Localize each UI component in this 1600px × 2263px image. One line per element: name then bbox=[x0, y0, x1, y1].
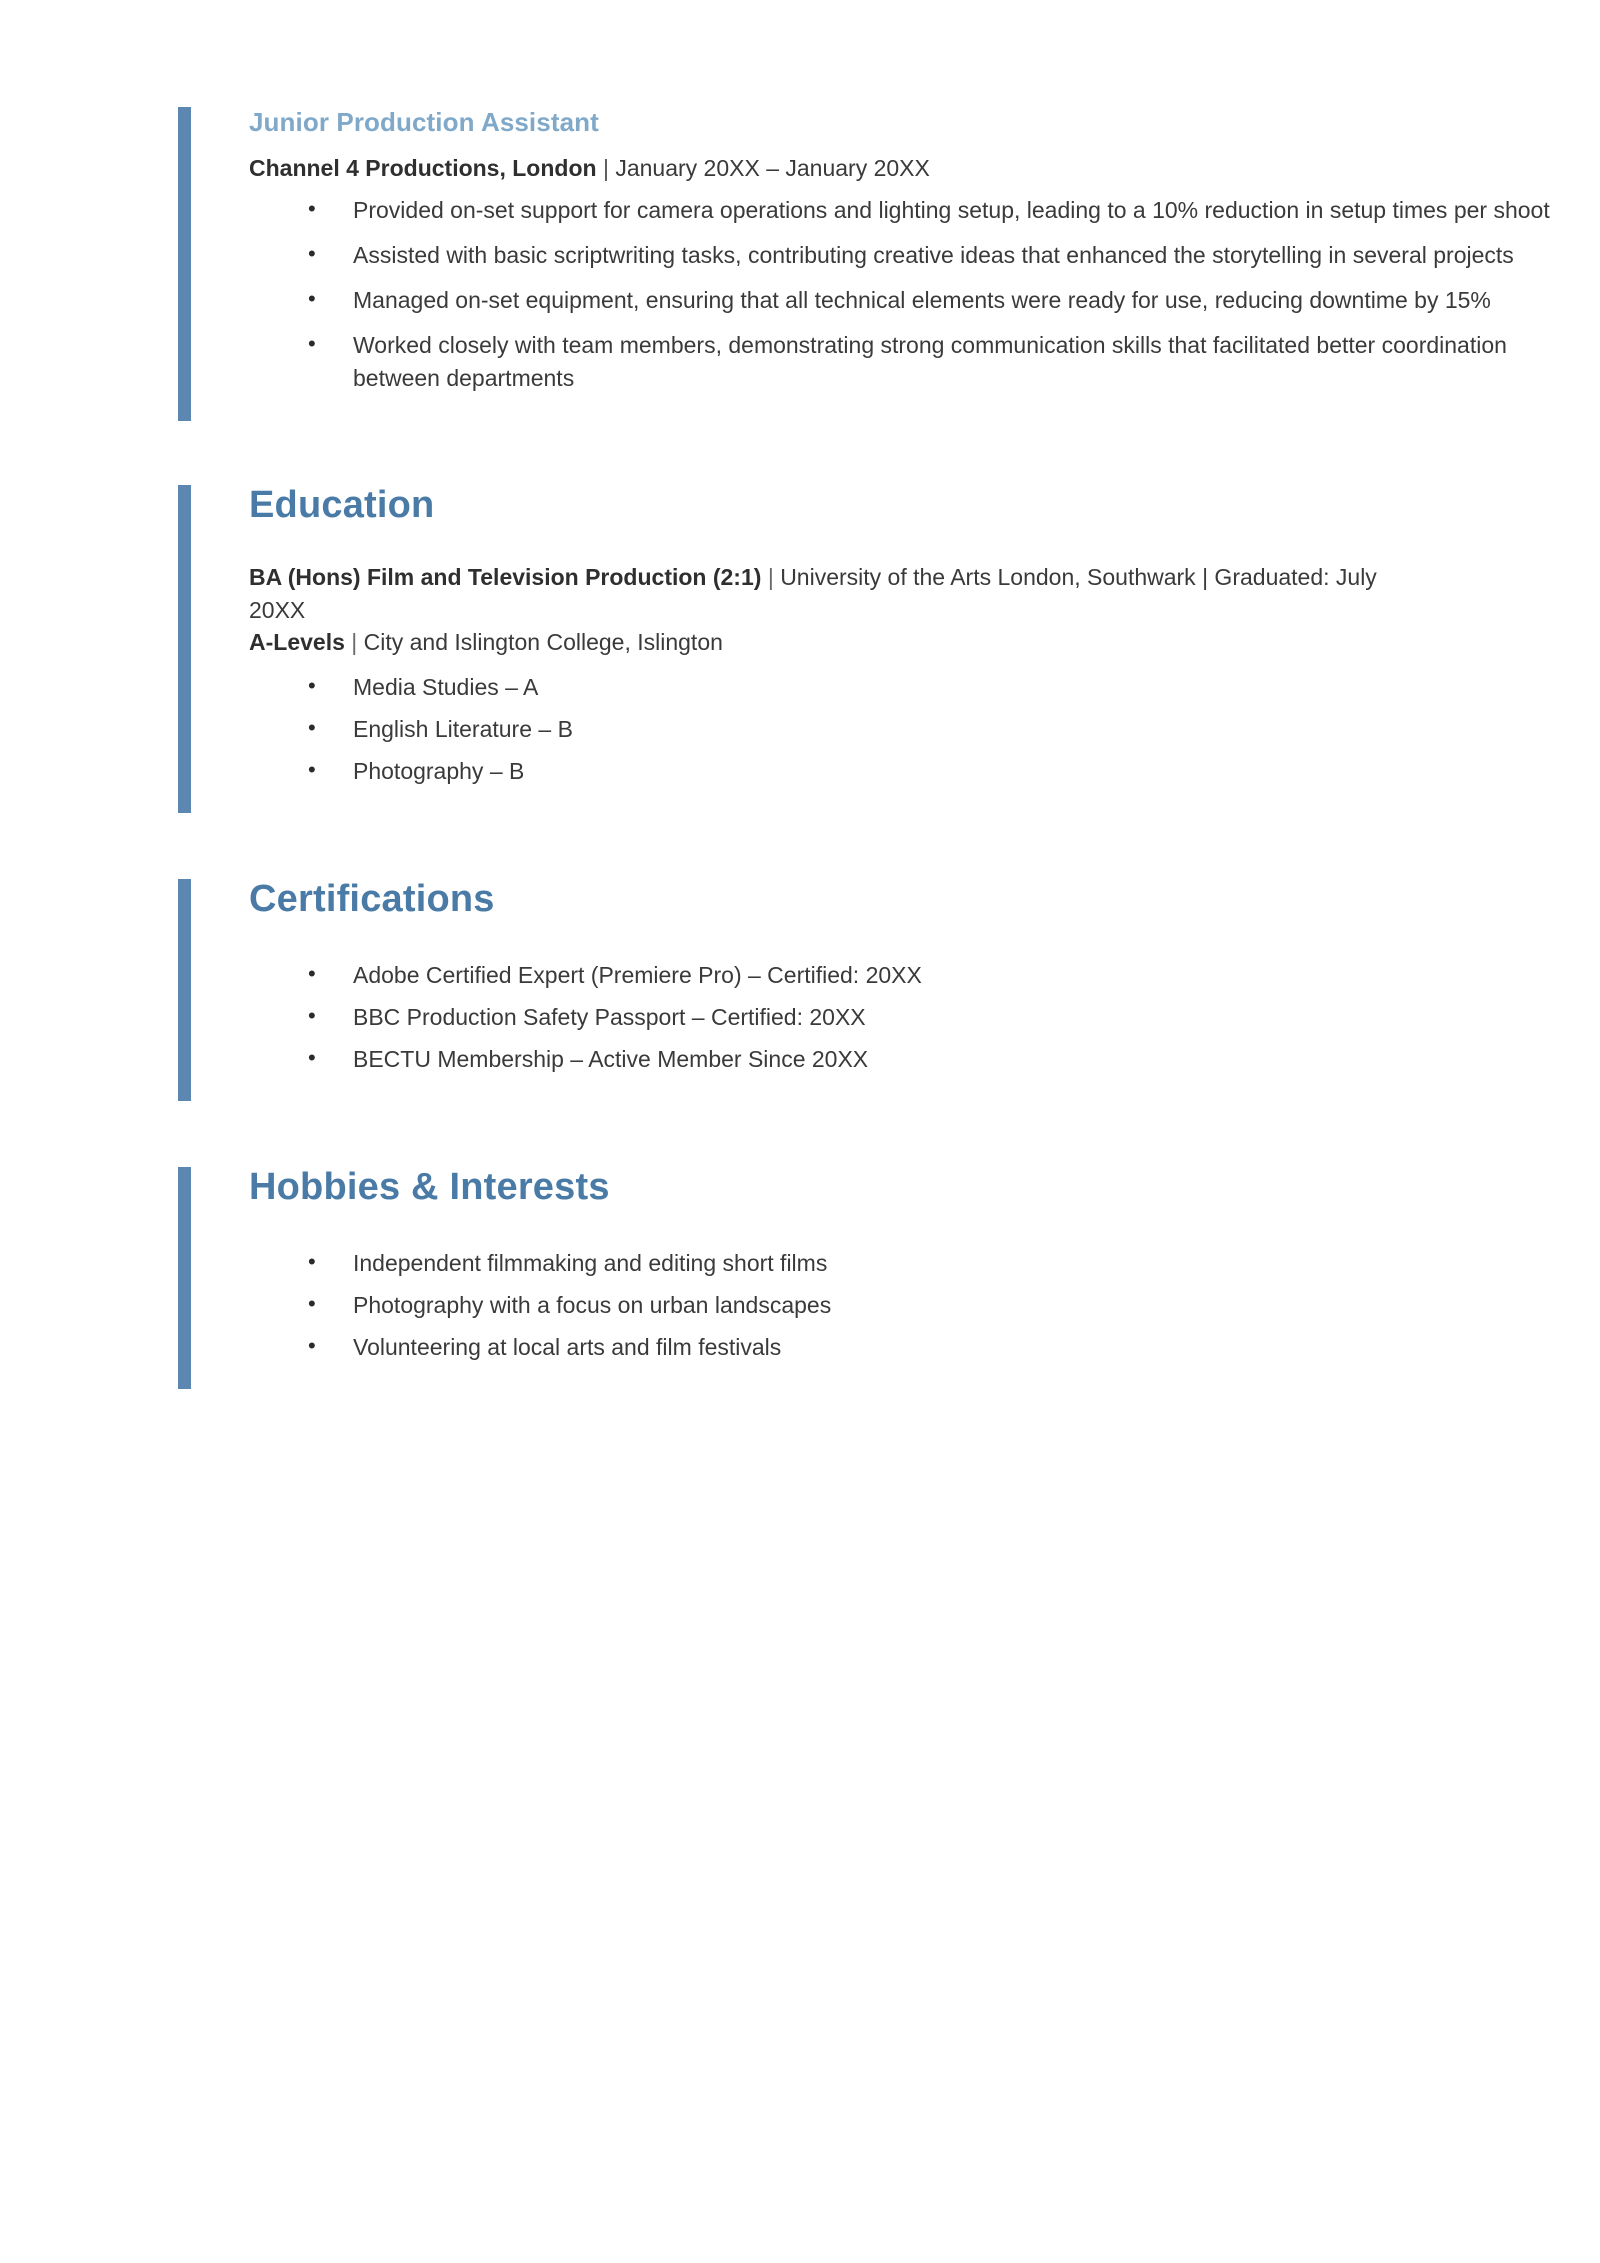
list-item: • Photography with a focus on urban landscapes bbox=[249, 1289, 1600, 1322]
list-item: • English Literature – B bbox=[249, 713, 1600, 746]
list-item: • Photography – B bbox=[249, 755, 1600, 788]
meta-separator: | bbox=[602, 154, 609, 181]
alevels-institution: City and Islington College, Islington bbox=[363, 629, 723, 656]
degree-title: BA (Hons) Film and Television Production (2:1) bbox=[249, 563, 762, 590]
alevels-separator: | bbox=[351, 629, 358, 656]
degree-institution: University of the Arts London, Southwark | Graduated: July 20XX bbox=[249, 563, 1377, 623]
certifications-list bbox=[249, 959, 1600, 1076]
list-item: • BBC Production Safety Passport – Certified: 20XX bbox=[249, 1001, 1600, 1034]
list-item: • Adobe Certified Expert (Premiere Pro) – Certified: 20XX bbox=[249, 959, 1600, 992]
list-item: • Managed on-set equipment, ensuring that all technical elements were ready for use, reducing downtime by 15% bbox=[249, 284, 1600, 317]
section-heading-certifications: Certifications bbox=[249, 878, 495, 921]
alevels-subject-list bbox=[249, 671, 1600, 788]
list-item: • BECTU Membership – Active Member Since 20XX bbox=[249, 1043, 1600, 1076]
degree-separator: | bbox=[767, 563, 774, 590]
list-item: • Assisted with basic scriptwriting tasks, contributing creative ideas that enhanced the storytelling in several projects bbox=[249, 239, 1600, 272]
list-item: • Volunteering at local arts and film festivals bbox=[249, 1331, 1600, 1364]
job-meta-line bbox=[249, 154, 1600, 184]
hobbies-list bbox=[249, 1247, 1600, 1364]
employer-name: Channel 4 Productions, London bbox=[249, 154, 597, 181]
certifications-section bbox=[178, 879, 1600, 1101]
section-heading-education: Education bbox=[249, 484, 435, 527]
job-title: Junior Production Assistant bbox=[249, 107, 599, 137]
list-item: • Media Studies – A bbox=[249, 671, 1600, 704]
education-section bbox=[178, 485, 1600, 813]
employment-dates: January 20XX – January 20XX bbox=[615, 154, 930, 181]
experience-bullet-list bbox=[249, 194, 1600, 396]
section-heading-hobbies: Hobbies & Interests bbox=[249, 1166, 610, 1209]
education-alevels-line bbox=[249, 626, 1419, 659]
hobbies-section bbox=[178, 1167, 1600, 1389]
list-item: • Independent filmmaking and editing short films bbox=[249, 1247, 1600, 1280]
alevels-title: A-Levels bbox=[249, 629, 345, 656]
education-degree-line bbox=[249, 561, 1419, 626]
list-item: • Worked closely with team members, demonstrating strong communication skills that facilitated better coordination between departments bbox=[249, 329, 1600, 395]
list-item: • Provided on-set support for camera operations and lighting setup, leading to a 10% reduction in setup times per shoot bbox=[249, 194, 1600, 227]
experience-section bbox=[178, 107, 1600, 421]
